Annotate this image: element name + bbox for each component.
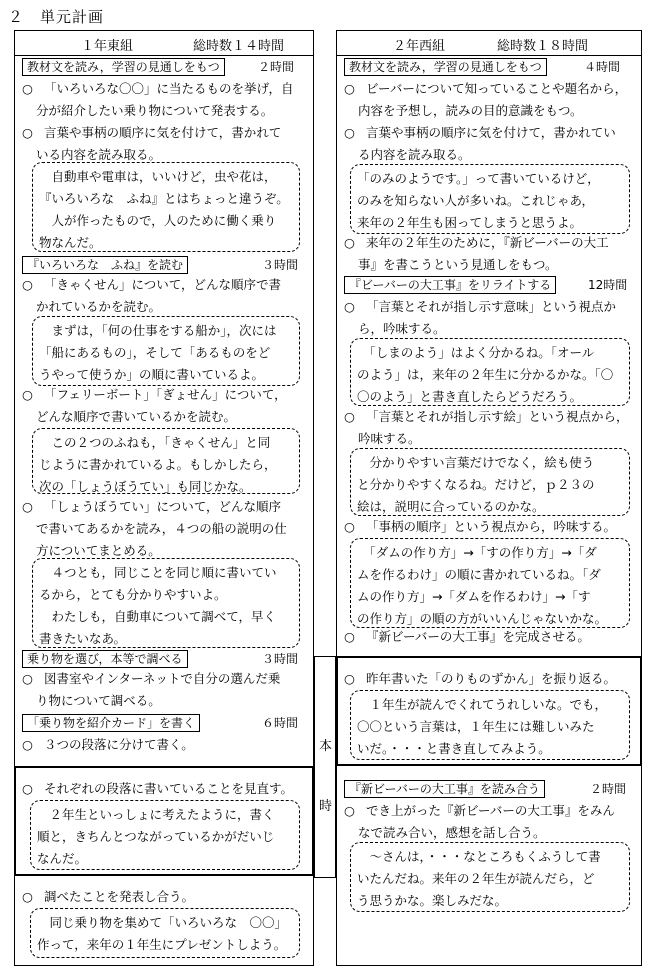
left-section-1: 教材文を読み，学習の見通しをもつ (22, 58, 225, 76)
right-section-3-hours: ２時間 (590, 782, 627, 796)
speech-bubble: ４つとも，同じことを同じ順に書いてい るから，とても分かりやすいよ。 わたしも，自動車について調べて，早く 書きたいなあ。 (32, 558, 300, 648)
speech-bubble: 「のみのようです。」って書いているけど， のみを知らない人が多いね。これじゃあ， 来年の２年生も困ってしまうと思うよ。 (350, 164, 630, 234)
right-column-header (337, 31, 641, 56)
left-class-name: １年東組 (81, 39, 134, 54)
left-section-1-hours: ２時間 (258, 60, 295, 74)
speech-bubble: 分かりやすい言葉だけでなく，絵も使う と分かりやすくなるね。だけど，ｐ２３の 絵は，説明に合っているのかな。 (350, 448, 630, 516)
speech-bubble: ～さんは，・・・なところもくふうして書 いたんだね。来年の２年生が読んだら，ど う思うかな。楽しみだな。 (350, 842, 630, 912)
speech-bubble: 自動車や電車は，いいけど，虫や花は， 『いろいろな ふね』とはちょっと違うぞ。 人が作ったもので，人のために働く乗り 物なんだ。 (32, 162, 300, 252)
speech-bubble: 同じ乗り物を集めて「いろいろな 〇〇」 作って，来年の１年生にプレゼントしよう。 (30, 908, 300, 958)
left-section-4: 「乗り物を紹介カード」を書く (22, 714, 200, 732)
right-section-1: 教材文を読み，学習の見通しをもつ (344, 58, 547, 76)
current-lesson-label: 本 時 (314, 656, 336, 878)
right-section-3: 『新ビーバーの大工事』を読み合う (344, 780, 545, 798)
left-column-header (15, 31, 313, 56)
left-section-3-hours: ３時間 (262, 652, 299, 666)
speech-bubble: 「しまのよう」はよく分かるね。「オール のよう」は，来年の２年生に分かるかな。「〇 〇のよう」と書き直したらどうだろう。 (350, 338, 630, 406)
speech-bubble: まずは，「何の仕事をする船か」，次には 「船にあるもの」，そして「あるものをど うやって使うか」の順に書いているよ。 (32, 316, 300, 386)
left-column-bottom (14, 876, 314, 966)
right-total-hours: 総時数１８時間 (497, 39, 589, 54)
left-section-2-hours: ３時間 (262, 258, 299, 272)
plan-title: ２ 単元計画 (8, 8, 105, 26)
left-section-4-hours: ６時間 (262, 716, 299, 730)
right-class-name: ２年西組 (393, 39, 446, 54)
right-section-2: 『ビーバーの大工事』をリライトする (344, 276, 556, 294)
right-section-1-hours: ４時間 (584, 60, 621, 74)
speech-bubble: 「ダムの作り方」→「すの作り方」→「ダ ムを作るわけ」の順に書かれているね。「ダ ムの作り方」→「ダムを作るわけ」→「す の作り方」の順の方がいいんじゃないかな。 (350, 538, 630, 628)
speech-bubble: １年生が読んでくれてうれしいな。でも， 〇〇という言葉は，１年生には難しいみた いだ。・・・と書き直してみよう。 (350, 690, 630, 760)
left-total-hours: 総時数１４時間 (193, 39, 285, 54)
left-section-2: 『いろいろな ふね』を読む (22, 256, 188, 274)
speech-bubble: この２つのふねも，「きゃくせん」と同 じように書かれているよ。もしかしたら， 次の「しょうぼうてい」も同じかな。 (32, 428, 300, 494)
speech-bubble: ２年生といっしょに考えたように，書く 順と，きちんとつながっているかがだいじ なんだ。 (30, 800, 300, 870)
left-section-3: 乗り物を選び，本等で調べる (22, 650, 188, 668)
right-section-2-hours: 12時間 (588, 278, 628, 292)
